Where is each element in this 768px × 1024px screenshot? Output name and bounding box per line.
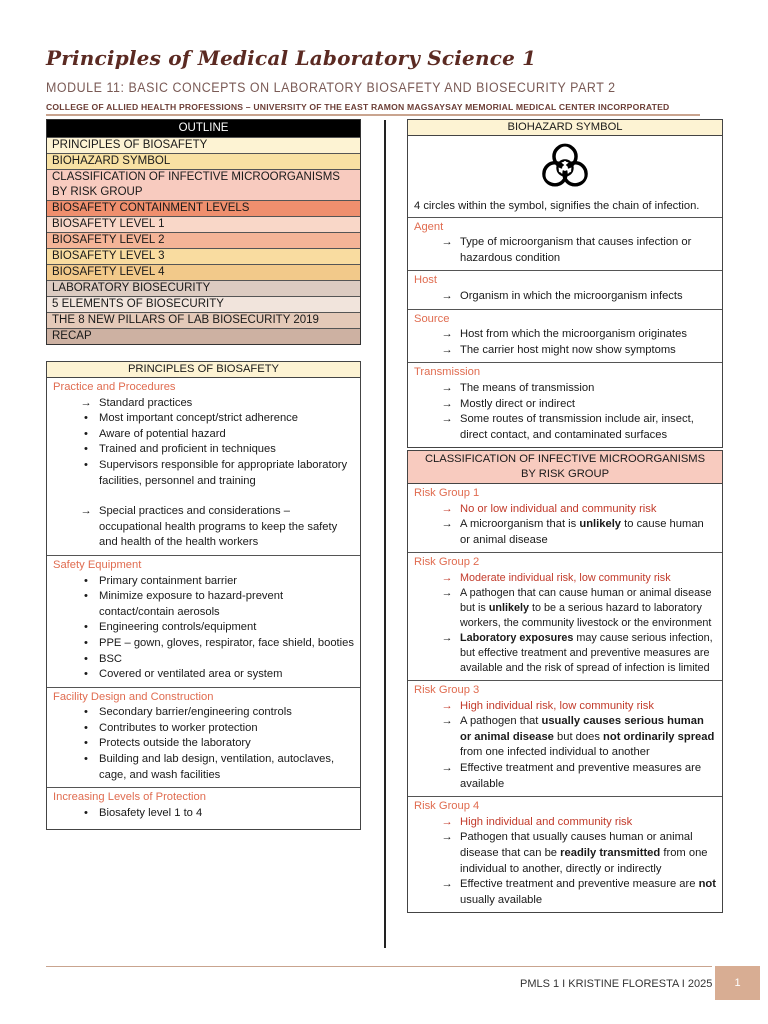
biohazard-intro-section	[408, 136, 722, 217]
source-section	[408, 309, 722, 363]
footer-text: PMLS 1 I KRISTINE FLORESTA I 2025	[520, 978, 713, 990]
practice-section	[47, 378, 360, 555]
biohazard-heading: BIOHAZARD SYMBOL	[408, 120, 722, 136]
outline-heading: OUTLINE	[47, 120, 360, 137]
list-item: → No or low individual and community risk	[441, 502, 657, 515]
outline-item: BIOHAZARD SYMBOL	[47, 153, 360, 169]
page-number: 1	[715, 966, 760, 1000]
source-title: Source	[414, 312, 450, 325]
list-item: → Standard practices	[80, 396, 193, 409]
biohazard-icon	[414, 139, 716, 199]
outline-item: PRINCIPLES OF BIOSAFETY	[47, 137, 360, 153]
risk-group-1-title: Risk Group 1	[414, 487, 480, 499]
outline-item: LABORATORY BIOSECURITY	[47, 280, 360, 296]
list-item: → A pathogen that usually causes serious human or animal disease but does not ordinarily spread from one infected individual to another	[441, 715, 715, 759]
list-item: → Type of microorganism that causes infection or hazardous condition	[441, 236, 692, 264]
outline-item: BIOSAFETY LEVEL 3	[47, 248, 360, 264]
classification-box	[407, 450, 723, 913]
list-item: • PPE – gown, gloves, respirator, face shield, booties	[84, 636, 354, 649]
list-item: → The means of transmission	[441, 381, 595, 394]
transmission-title: Transmission	[414, 366, 481, 379]
list-item: → Host from which the microorganism originates	[441, 328, 687, 341]
list-item: • Supervisors responsible for appropriate laboratory facilities, personnel and training	[84, 458, 348, 487]
risk-group-2-title: Risk Group 2	[414, 556, 480, 569]
list-item: → The carrier host might now show symptoms	[441, 343, 676, 356]
list-item: → Mostly direct or indirect	[441, 397, 576, 410]
biohazard-symbol-box	[407, 119, 723, 448]
list-item: → Special practices and considerations – occupational health programs to keep the safety and health of the health workers	[80, 505, 338, 549]
list-item: → Some routes of transmission include air, insect, direct contact, and contaminated surfaces	[441, 413, 694, 441]
equipment-section	[47, 555, 360, 687]
levels-section	[47, 787, 360, 829]
list-item: → Laboratory exposures may cause serious infection, but effective treatment and preventive measures are available and the risk of spread of infection is limited	[441, 631, 713, 674]
header-divider	[46, 114, 700, 116]
list-item: → Moderate individual risk, low community risk	[441, 571, 671, 584]
risk-group-1-section	[408, 484, 722, 552]
list-item: • BSC	[84, 652, 123, 665]
risk-group-2-section	[408, 552, 722, 680]
list-item: • Minimize exposure to hazard-prevent contact/contain aerosols	[84, 590, 284, 618]
outline-table	[46, 119, 361, 345]
list-item: • Contributes to worker protection	[84, 721, 258, 734]
list-item: • Building and lab design, ventilation, autoclaves, cage, and wash facilities	[84, 753, 335, 781]
levels-title: Increasing Levels of Protection	[53, 791, 206, 804]
list-item: → Organism in which the microorganism infects	[441, 289, 683, 302]
facility-title: Facility Design and Construction	[53, 690, 214, 703]
practice-title: Practice and Procedures	[53, 381, 176, 393]
list-item: • Aware of potential hazard	[84, 427, 226, 440]
list-item: • Covered or ventilated area or system	[84, 668, 283, 681]
footer-divider	[46, 966, 712, 967]
outline-item: CLASSIFICATION OF INFECTIVE MICROORGANISMS BY RISK GROUP	[47, 169, 360, 200]
outline-item: BIOSAFETY CONTAINMENT LEVELS	[47, 200, 360, 216]
outline-item: BIOSAFETY LEVEL 2	[47, 232, 360, 248]
list-item: • Biosafety level 1 to 4	[84, 806, 203, 819]
list-item: → A microorganism that is unlikely to cause human or animal disease	[441, 518, 704, 546]
module-subtitle: MODULE 11: BASIC CONCEPTS ON LABORATORY BIOSAFETY AND BIOSECURITY PART 2	[46, 80, 616, 95]
list-item: → Effective treatment and preventive measure are not usually available	[441, 878, 716, 906]
list-item: → Effective treatment and preventive measures are available	[441, 761, 702, 790]
list-item: → A pathogen that can cause human or animal disease but is unlikely to be a serious hazard to laboratory workers, the community livestock or the environment	[441, 586, 712, 629]
outline-item: RECAP	[47, 328, 360, 344]
list-item: → Pathogen that usually causes human or animal disease that can be readily transmitted from one individual to another, directly or indirectly	[441, 831, 708, 875]
list-item: • Protects outside the laboratory	[84, 737, 251, 750]
list-item: • Primary containment barrier	[84, 574, 238, 587]
equipment-title: Safety Equipment	[53, 558, 142, 571]
outline-item: BIOSAFETY LEVEL 1	[47, 216, 360, 232]
outline-item: 5 ELEMENTS OF BIOSECURITY	[47, 296, 360, 312]
transmission-section	[408, 362, 722, 447]
facility-section	[47, 687, 360, 788]
host-title: Host	[414, 274, 438, 287]
outline-item: THE 8 NEW PILLARS OF LAB BIOSECURITY 2019	[47, 312, 360, 328]
column-divider	[384, 120, 386, 948]
biohazard-intro: 4 circles within the symbol, signifies the chain of infection.	[414, 200, 700, 212]
list-item: → High individual risk, low community risk	[441, 699, 654, 712]
host-section	[408, 270, 722, 308]
risk-group-3-title: Risk Group 3	[414, 683, 480, 696]
list-item: • Secondary barrier/engineering controls	[84, 706, 292, 719]
list-item: • Engineering controls/equipment	[84, 621, 257, 634]
principles-of-biosafety-heading: PRINCIPLES OF BIOSAFETY	[47, 362, 360, 378]
outline-item: BIOSAFETY LEVEL 4	[47, 264, 360, 280]
list-item: • Trained and proficient in techniques	[84, 443, 276, 456]
risk-group-4-section	[408, 796, 722, 912]
college-line: COLLEGE OF ALLIED HEALTH PROFESSIONS – UNIVERSITY OF THE EAST RAMON MAGSAYSAY MEMORIAL MEDICAL CENTER INCORPORATED	[46, 102, 670, 112]
agent-title: Agent	[414, 220, 444, 233]
classification-heading: CLASSIFICATION OF INFECTIVE MICROORGANISMS BY RISK GROUP	[408, 451, 722, 484]
list-item: → High individual and community risk	[441, 815, 633, 828]
risk-group-4-title: Risk Group 4	[414, 800, 480, 813]
document-title: Principles of Medical Laboratory Science 1	[46, 46, 537, 70]
agent-section	[408, 217, 722, 271]
principles-of-biosafety-box	[46, 361, 361, 830]
risk-group-3-section	[408, 680, 722, 796]
list-item: • Most important concept/strict adherence	[84, 412, 298, 425]
